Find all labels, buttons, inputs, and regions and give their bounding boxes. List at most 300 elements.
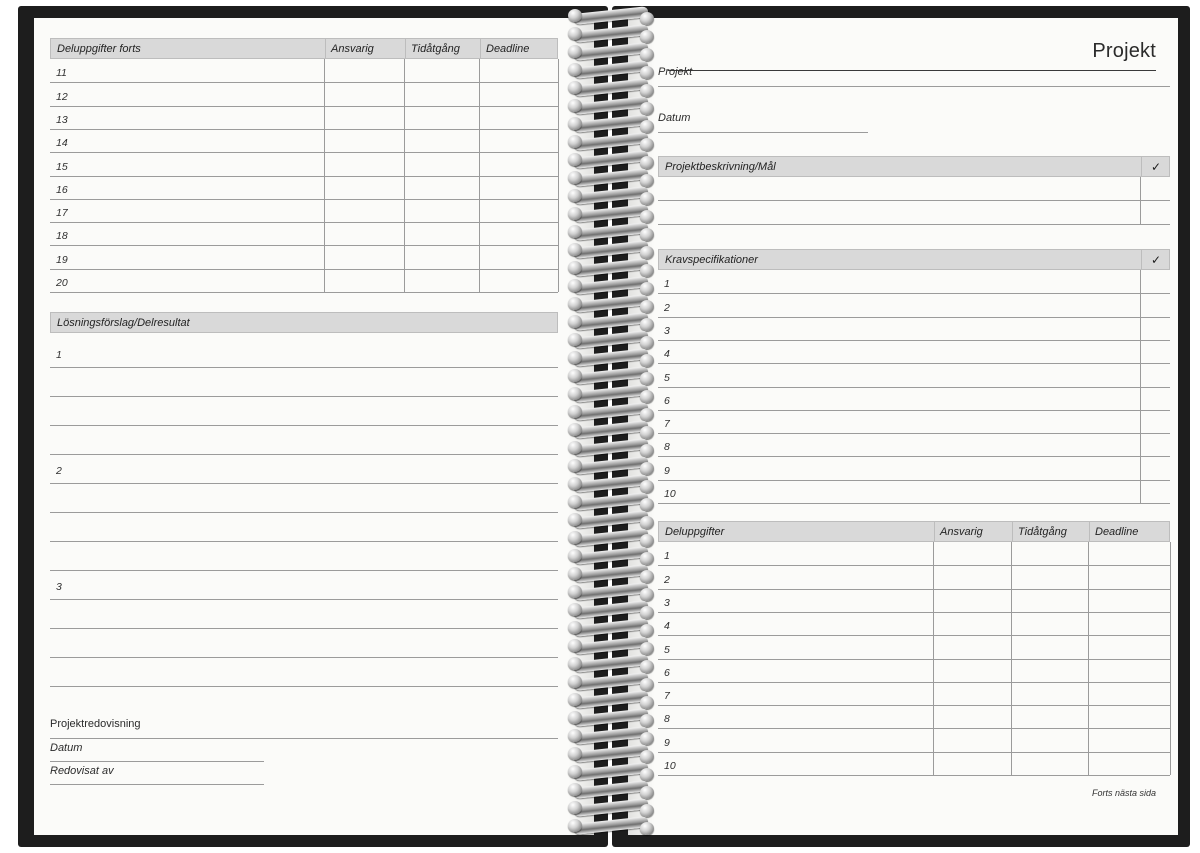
subtasks-column-header-2: Deadline	[1095, 526, 1139, 538]
coil-cap-left	[568, 333, 582, 346]
coil-wire	[574, 42, 648, 61]
coil-ring	[566, 494, 656, 512]
coil-ring	[566, 152, 656, 170]
subtasks-column-header-0: Ansvarig	[331, 43, 374, 55]
coil-cap-left	[568, 207, 582, 220]
subtasks-row-rule	[658, 752, 1170, 753]
subtasks-row-number: 10	[664, 760, 676, 772]
subtasks-vline-2	[479, 59, 480, 292]
coil-cap-right	[640, 210, 654, 223]
subtasks-vline-right	[558, 59, 559, 292]
requirements-row-rule	[658, 317, 1170, 318]
coil-wire	[574, 672, 648, 691]
coil-cap-right	[640, 642, 654, 655]
subtasks-row-number: 9	[664, 736, 670, 749]
coil-cap-right	[640, 696, 654, 709]
subtasks-vline-1	[1011, 542, 1012, 775]
coil-cap-right	[640, 732, 654, 745]
coil-cap-left	[568, 225, 582, 238]
requirements-row-number: 7	[664, 418, 670, 431]
report-title: Projektredovisning	[50, 718, 141, 730]
coil-cap-right	[640, 498, 654, 511]
coil-cap-right	[640, 282, 654, 295]
coil-cap-right	[640, 390, 654, 403]
coil-cap-left	[568, 351, 582, 364]
coil-wire	[574, 744, 648, 763]
coil-cap-right	[640, 120, 654, 133]
coil-wire	[574, 582, 648, 601]
requirements-row-number: 4	[664, 348, 670, 361]
coil-wire	[574, 708, 648, 727]
coil-cap-right	[640, 48, 654, 61]
coil-wire	[574, 258, 648, 277]
solutions-header-label: Lösningsförslag/Delresultat	[57, 317, 190, 329]
coil-cap-left	[568, 27, 582, 40]
coil-wire	[574, 6, 648, 25]
coil-cap-left	[568, 477, 582, 490]
coil-ring	[566, 566, 656, 584]
subtasks-vline-0	[933, 542, 934, 775]
coil-ring	[566, 584, 656, 602]
field-projekt-rule	[658, 86, 1170, 87]
coil-ring	[566, 188, 656, 206]
coil-cap-left	[568, 441, 582, 454]
coil-cap-left	[568, 747, 582, 760]
coil-wire	[574, 780, 648, 799]
subtasks-row-number: 14	[56, 137, 68, 150]
subtasks-column-header-1: Tidåtgång	[1018, 526, 1067, 538]
coil-ring	[566, 818, 656, 836]
subtasks-row-rule	[658, 728, 1170, 729]
coil-cap-left	[568, 459, 582, 472]
page-title: Projekt	[1092, 40, 1156, 62]
subtasks-row-number: 6	[664, 666, 670, 679]
solutions-line	[50, 425, 558, 426]
subtasks-column-divider-1	[1012, 522, 1013, 541]
coil-wire	[574, 600, 648, 619]
coil-ring	[566, 440, 656, 458]
coil-ring	[566, 26, 656, 44]
coil-wire	[574, 636, 648, 655]
subtasks-column-divider-1	[405, 39, 406, 58]
coil-cap-right	[640, 264, 654, 277]
coil-ring	[566, 638, 656, 656]
coil-wire	[574, 78, 648, 97]
coil-wire	[574, 168, 648, 187]
coil-cap-right	[640, 102, 654, 115]
coil-wire	[574, 24, 648, 43]
subtasks-vline-0	[324, 59, 325, 292]
coil-wire	[574, 366, 648, 385]
coil-ring	[566, 80, 656, 98]
report-date-rule	[50, 761, 264, 762]
footer-continuation-note: Forts nästa sida	[1091, 788, 1156, 798]
subtasks-row-rule	[50, 82, 558, 83]
coil-ring	[566, 512, 656, 530]
description-line-1	[658, 200, 1170, 201]
subtasks-row-rule	[658, 682, 1170, 683]
spiral-binding	[566, 8, 656, 846]
requirements-header-label: Kravspecifikationer	[665, 254, 758, 266]
solutions-line	[50, 454, 558, 455]
subtasks-row-rule	[658, 612, 1170, 613]
coil-ring	[566, 602, 656, 620]
coil-wire	[574, 294, 648, 313]
coil-cap-left	[568, 81, 582, 94]
coil-ring	[566, 404, 656, 422]
coil-cap-right	[640, 192, 654, 205]
coil-cap-left	[568, 657, 582, 670]
coil-cap-right	[640, 750, 654, 763]
coil-ring	[566, 764, 656, 782]
subtasks-row-number: 5	[664, 643, 670, 656]
subtasks-vline-right	[1170, 542, 1171, 775]
requirements-row-rule	[658, 456, 1170, 457]
coil-wire	[574, 330, 648, 349]
coil-cap-right	[640, 426, 654, 439]
coil-wire	[574, 546, 648, 565]
coil-ring	[566, 656, 656, 674]
field-projekt-label: Projekt	[658, 66, 693, 78]
coil-ring	[566, 314, 656, 332]
subtasks-row-rule	[658, 589, 1170, 590]
subtasks-column-divider-0	[325, 39, 326, 58]
requirements-row-number: 2	[664, 301, 670, 314]
coil-wire	[574, 474, 648, 493]
subtasks-row-rule	[658, 775, 1170, 776]
coil-wire	[574, 726, 648, 745]
subtasks-column-header-0: Ansvarig	[940, 526, 983, 538]
coil-cap-right	[640, 552, 654, 565]
coil-cap-left	[568, 585, 582, 598]
solutions-line	[50, 396, 558, 397]
subtasks-column-divider-0	[934, 522, 935, 541]
subtasks-row-number: 19	[56, 253, 68, 266]
coil-cap-right	[640, 480, 654, 493]
solutions-header-band	[50, 312, 558, 333]
solutions-line	[50, 512, 558, 513]
subtasks-row-number: 2	[664, 573, 670, 586]
requirements-row-number: 6	[664, 394, 670, 407]
coil-cap-right	[640, 30, 654, 43]
coil-cap-right	[640, 300, 654, 313]
requirements-check-divider	[1141, 250, 1142, 269]
coil-wire	[574, 204, 648, 223]
coil-ring	[566, 548, 656, 566]
coil-cap-right	[640, 12, 654, 25]
coil-cap-left	[568, 387, 582, 400]
subtasks-row-rule	[50, 245, 558, 246]
description-check-mark: ✓	[1150, 160, 1161, 174]
description-header-band	[658, 156, 1170, 177]
coil-wire	[574, 348, 648, 367]
solutions-row-number: 3	[56, 581, 62, 593]
requirements-row-number: 5	[664, 371, 670, 384]
coil-wire	[574, 420, 648, 439]
coil-cap-left	[568, 549, 582, 562]
coil-ring	[566, 674, 656, 692]
coil-cap-left	[568, 765, 582, 778]
subtasks-row-rule	[50, 292, 558, 293]
subtasks-header-band	[658, 521, 1170, 542]
subtasks-row-rule	[50, 106, 558, 107]
coil-cap-right	[640, 588, 654, 601]
coil-cap-right	[640, 228, 654, 241]
coil-ring	[566, 134, 656, 152]
coil-ring	[566, 206, 656, 224]
coil-wire	[574, 690, 648, 709]
coil-wire	[574, 150, 648, 169]
coil-ring	[566, 458, 656, 476]
requirements-row-number: 9	[664, 464, 670, 477]
subtasks-column-divider-2	[480, 39, 481, 58]
coil-wire	[574, 816, 648, 835]
coil-cap-left	[568, 603, 582, 616]
requirements-check-vline	[1140, 270, 1141, 503]
field-datum-rule	[658, 132, 868, 133]
coil-cap-left	[568, 45, 582, 58]
description-check-divider	[1141, 157, 1142, 176]
coil-ring	[566, 350, 656, 368]
coil-cap-right	[640, 822, 654, 835]
field-datum-label: Datum	[658, 112, 691, 124]
coil-cap-right	[640, 570, 654, 583]
subtasks-header-band	[50, 38, 558, 59]
solutions-line	[50, 483, 558, 484]
coil-ring	[566, 332, 656, 350]
description-header-label: Projektbeskrivning/Mål	[665, 161, 776, 173]
coil-cap-left	[568, 513, 582, 526]
solutions-row-number: 1	[56, 349, 62, 361]
coil-cap-left	[568, 135, 582, 148]
coil-wire	[574, 492, 648, 511]
coil-ring	[566, 782, 656, 800]
coil-wire	[574, 528, 648, 547]
solutions-line	[50, 367, 558, 368]
description-check-vline	[1140, 177, 1141, 224]
coil-cap-right	[640, 534, 654, 547]
coil-wire	[574, 222, 648, 241]
coil-ring	[566, 170, 656, 188]
subtasks-row-number: 13	[56, 113, 68, 126]
requirements-row-rule	[658, 410, 1170, 411]
subtasks-row-rule	[658, 565, 1170, 566]
coil-cap-right	[640, 372, 654, 385]
subtasks-row-number: 20	[56, 277, 68, 289]
coil-wire	[574, 402, 648, 421]
coil-cap-left	[568, 801, 582, 814]
coil-wire	[574, 186, 648, 205]
coil-cap-left	[568, 783, 582, 796]
requirements-row-number: 1	[664, 278, 670, 291]
subtasks-header-label: Deluppgifter forts	[57, 43, 141, 55]
coil-cap-right	[640, 318, 654, 331]
coil-cap-left	[568, 495, 582, 508]
coil-cap-left	[568, 711, 582, 724]
coil-wire	[574, 96, 648, 115]
coil-ring	[566, 728, 656, 746]
coil-cap-right	[640, 354, 654, 367]
coil-cap-left	[568, 189, 582, 202]
report-title-rule	[50, 738, 558, 739]
coil-cap-left	[568, 405, 582, 418]
coil-cap-right	[640, 768, 654, 781]
coil-cap-left	[568, 9, 582, 22]
coil-cap-right	[640, 606, 654, 619]
coil-cap-left	[568, 279, 582, 292]
subtasks-row-rule	[50, 129, 558, 130]
solutions-line	[50, 541, 558, 542]
coil-cap-right	[640, 714, 654, 727]
coil-cap-left	[568, 729, 582, 742]
subtasks-row-number: 15	[56, 160, 68, 173]
coil-cap-right	[640, 408, 654, 421]
coil-cap-right	[640, 660, 654, 673]
subtasks-row-number: 11	[56, 67, 67, 80]
solutions-line	[50, 657, 558, 658]
coil-cap-left	[568, 639, 582, 652]
coil-ring	[566, 800, 656, 818]
solutions-line	[50, 628, 558, 629]
coil-ring	[566, 62, 656, 80]
coil-cap-left	[568, 531, 582, 544]
description-line-2	[658, 224, 1170, 225]
subtasks-row-rule	[658, 635, 1170, 636]
requirements-check-mark: ✓	[1150, 253, 1161, 267]
report-by-rule	[50, 784, 264, 785]
coil-ring	[566, 476, 656, 494]
subtasks-column-header-2: Deadline	[486, 43, 530, 55]
subtasks-row-rule	[658, 659, 1170, 660]
coil-ring	[566, 620, 656, 638]
coil-cap-right	[640, 246, 654, 259]
coil-wire	[574, 798, 648, 817]
coil-ring	[566, 98, 656, 116]
coil-ring	[566, 8, 656, 26]
coil-cap-left	[568, 117, 582, 130]
coil-wire	[574, 60, 648, 79]
subtasks-row-number: 7	[664, 690, 670, 703]
coil-cap-right	[640, 336, 654, 349]
coil-cap-left	[568, 99, 582, 112]
subtasks-row-rule	[50, 176, 558, 177]
coil-cap-left	[568, 297, 582, 310]
coil-cap-left	[568, 171, 582, 184]
requirements-row-rule	[658, 340, 1170, 341]
coil-ring	[566, 710, 656, 728]
coil-cap-right	[640, 516, 654, 529]
coil-cap-left	[568, 261, 582, 274]
coil-cap-right	[640, 444, 654, 457]
subtasks-row-rule	[50, 199, 558, 200]
requirements-row-rule	[658, 387, 1170, 388]
requirements-row-number: 8	[664, 441, 670, 454]
report-date-label: Datum	[50, 742, 83, 754]
coil-cap-left	[568, 819, 582, 832]
coil-cap-right	[640, 462, 654, 475]
coil-ring	[566, 422, 656, 440]
coil-ring	[566, 368, 656, 386]
subtasks-vline-1	[404, 59, 405, 292]
coil-wire	[574, 438, 648, 457]
requirements-row-rule	[658, 433, 1170, 434]
coil-wire	[574, 276, 648, 295]
coil-cap-right	[640, 786, 654, 799]
coil-cap-right	[640, 174, 654, 187]
requirements-row-number: 3	[664, 324, 670, 337]
right-page	[628, 18, 1178, 835]
coil-wire	[574, 114, 648, 133]
coil-wire	[574, 312, 648, 331]
coil-ring	[566, 242, 656, 260]
coil-wire	[574, 240, 648, 259]
subtasks-row-rule	[50, 269, 558, 270]
coil-cap-left	[568, 621, 582, 634]
coil-wire	[574, 384, 648, 403]
coil-cap-left	[568, 369, 582, 382]
coil-cap-right	[640, 66, 654, 79]
solutions-row-number: 2	[56, 465, 62, 477]
coil-ring	[566, 260, 656, 278]
coil-ring	[566, 224, 656, 242]
coil-ring	[566, 296, 656, 314]
coil-cap-right	[640, 156, 654, 169]
coil-wire	[574, 618, 648, 637]
coil-cap-left	[568, 675, 582, 688]
coil-cap-left	[568, 567, 582, 580]
coil-ring	[566, 278, 656, 296]
subtasks-row-number: 18	[56, 230, 68, 243]
coil-ring	[566, 386, 656, 404]
coil-wire	[574, 654, 648, 673]
coil-cap-right	[640, 138, 654, 151]
requirements-row-rule	[658, 503, 1170, 504]
coil-ring	[566, 44, 656, 62]
coil-cap-right	[640, 804, 654, 817]
coil-cap-right	[640, 678, 654, 691]
subtasks-column-header-1: Tidåtgång	[411, 43, 460, 55]
subtasks-vline-2	[1088, 542, 1089, 775]
coil-cap-left	[568, 315, 582, 328]
subtasks-row-number: 16	[56, 183, 68, 196]
subtasks-row-number: 8	[664, 713, 670, 726]
coil-cap-left	[568, 693, 582, 706]
solutions-line	[50, 599, 558, 600]
subtasks-row-number: 1	[664, 550, 670, 563]
coil-wire	[574, 510, 648, 529]
coil-wire	[574, 564, 648, 583]
requirements-row-rule	[658, 363, 1170, 364]
subtasks-row-number: 4	[664, 620, 670, 633]
subtasks-row-number: 12	[56, 90, 68, 103]
subtasks-row-rule	[658, 705, 1170, 706]
coil-wire	[574, 132, 648, 151]
coil-ring	[566, 116, 656, 134]
coil-cap-right	[640, 84, 654, 97]
solutions-line	[50, 570, 558, 571]
subtasks-header-label: Deluppgifter	[665, 526, 725, 538]
subtasks-column-divider-2	[1089, 522, 1090, 541]
requirements-header-band	[658, 249, 1170, 270]
requirements-row-rule	[658, 480, 1170, 481]
coil-ring	[566, 530, 656, 548]
coil-cap-left	[568, 243, 582, 256]
requirements-row-number: 10	[664, 488, 676, 500]
report-by-label: Redovisat av	[50, 765, 114, 777]
coil-cap-left	[568, 63, 582, 76]
requirements-row-rule	[658, 293, 1170, 294]
coil-cap-left	[568, 153, 582, 166]
